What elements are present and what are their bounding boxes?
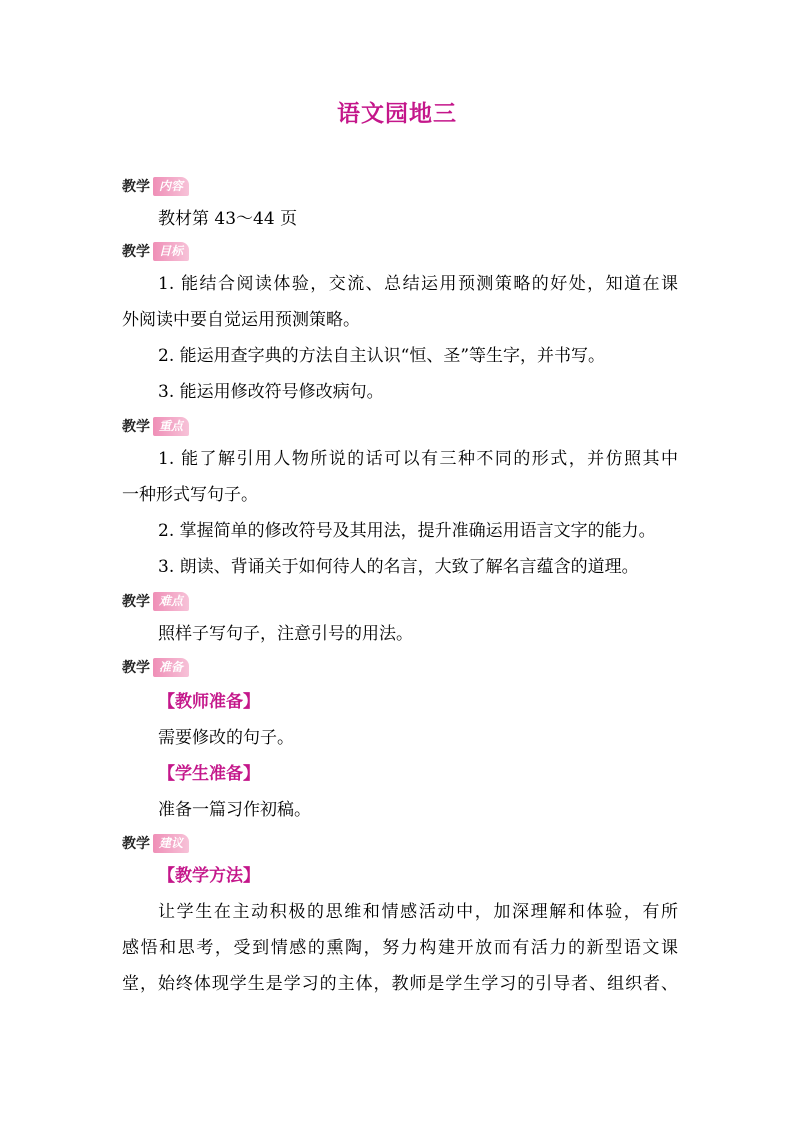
- content-text: 教材第 43～44 页: [158, 209, 298, 229]
- label-prefix: 教学: [122, 419, 150, 435]
- key-point-1-line-1: 1. 能了解引用人物所说的话可以有三种不同的形式，并仿照其中: [158, 449, 678, 469]
- page-title: 语文园地三: [337, 101, 457, 127]
- section-label-difficulties: [122, 590, 189, 612]
- label-tag-difficulties: 难点: [153, 592, 189, 611]
- goal-item-1-line-2: 外阅读中要自觉运用预测策略。: [122, 310, 360, 330]
- label-prefix: 教学: [122, 179, 150, 195]
- label-tag-preparation: 准备: [153, 658, 189, 677]
- method-heading: 【教学方法】: [158, 866, 260, 886]
- section-label-goals: [122, 240, 189, 262]
- label-prefix: 教学: [122, 660, 150, 676]
- key-point-3: 3. 朗读、背诵关于如何待人的名言，大致了解名言蕴含的道理。: [158, 557, 639, 577]
- key-point-1-line-2: 一种形式写句子。: [122, 485, 258, 505]
- teacher-prep-text: 需要修改的句子。: [158, 728, 294, 748]
- label-prefix: 教学: [122, 836, 150, 852]
- label-tag-key-points: 重点: [153, 417, 189, 436]
- section-label-preparation: [122, 656, 189, 678]
- label-tag-goals: 目标: [153, 242, 189, 261]
- section-label-suggestions: [122, 832, 189, 854]
- goal-item-3: 3. 能运用修改符号修改病句。: [158, 382, 384, 402]
- difficulties-text: 照样子写句子，注意引号的用法。: [158, 624, 413, 644]
- student-prep-text: 准备一篇习作初稿。: [158, 800, 311, 820]
- method-para-line-1: 让学生在主动积极的思维和情感活动中，加深理解和体验，有所: [158, 902, 678, 922]
- label-prefix: 教学: [122, 594, 150, 610]
- label-tag-suggestions: 建议: [153, 834, 189, 853]
- goal-item-2: 2. 能运用查字典的方法自主认识“恒、圣”等生字，并书写。: [158, 346, 606, 366]
- key-point-2: 2. 掌握简单的修改符号及其用法，提升准确运用语言文字的能力。: [158, 521, 656, 541]
- label-prefix: 教学: [122, 244, 150, 260]
- method-para-line-3: 堂，始终体现学生是学习的主体，教师是学生学习的引导者、组织者、: [122, 974, 678, 994]
- student-prep-heading: 【学生准备】: [158, 764, 260, 784]
- teacher-prep-heading: 【教师准备】: [158, 692, 260, 712]
- section-label-key-points: [122, 415, 189, 437]
- method-para-line-2: 感悟和思考，受到情感的熏陶，努力构建开放而有活力的新型语文课: [122, 938, 678, 958]
- label-tag-content: 内容: [153, 177, 189, 196]
- goal-item-1-line-1: 1. 能结合阅读体验，交流、总结运用预测策略的好处，知道在课: [158, 274, 678, 294]
- section-label-content: [122, 175, 189, 197]
